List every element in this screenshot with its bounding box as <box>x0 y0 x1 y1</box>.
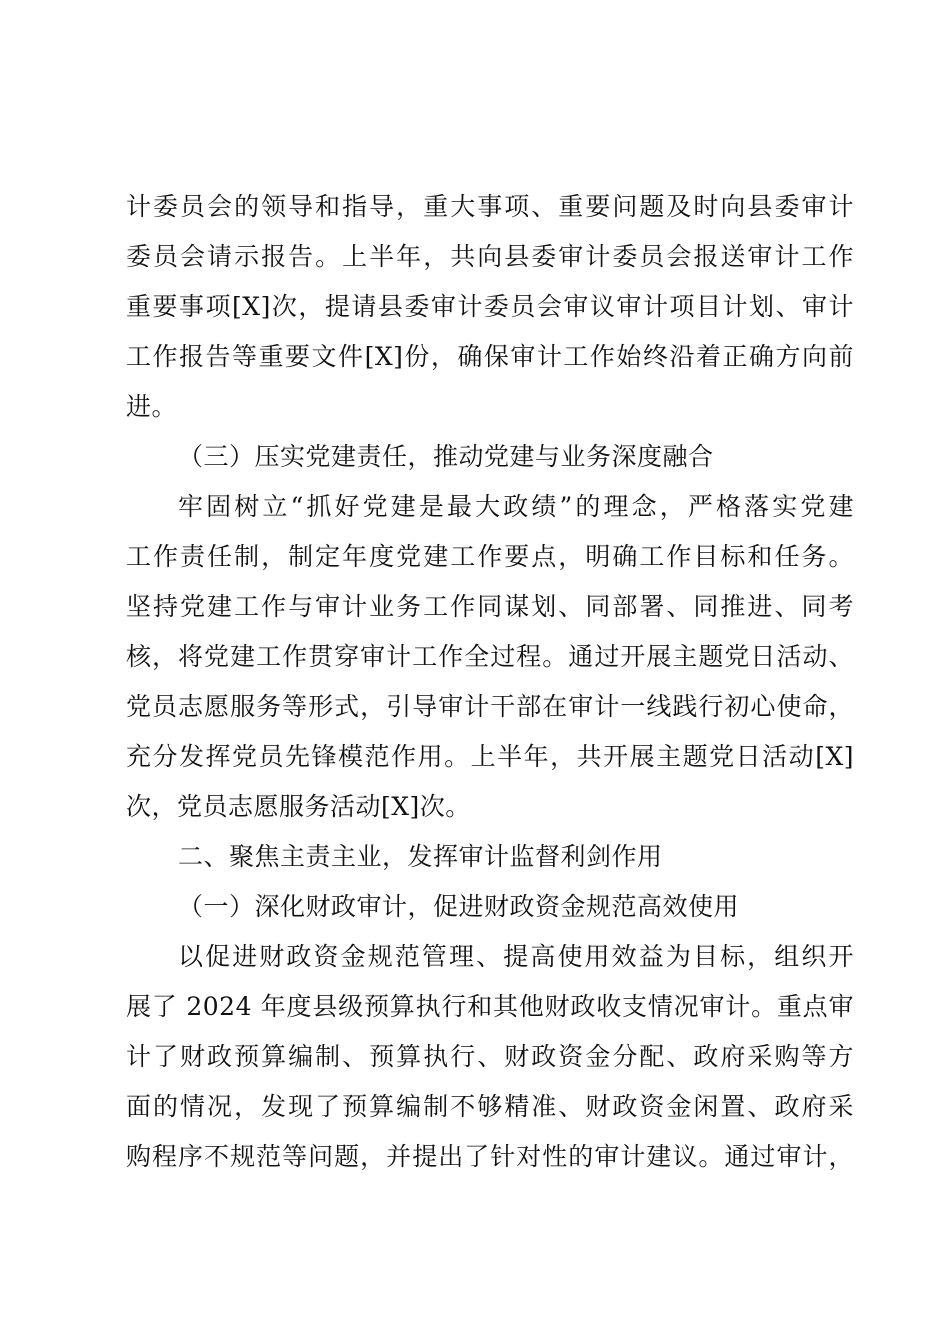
body-line: 计了财政预算编制、预算执行、财政资金分配、政府采购等方 <box>126 1042 854 1071</box>
body-line: 坚持党建工作与审计业务工作同谋划、同部署、同推进、同考 <box>126 592 854 621</box>
body-line: 充分发挥党员先锋模范作用。上半年，共开展主题党日活动[X] <box>126 742 854 771</box>
body-line: 面的情况，发现了预算编制不够精准、财政资金闲置、政府采 <box>126 1092 854 1121</box>
body-line: 工作报告等重要文件[X]份，确保审计工作始终沿着正确方向前 <box>126 342 854 371</box>
paragraph-first-line: 牢固树立“抓好党建是最大政绩”的理念，严格落实党建 <box>178 492 854 521</box>
section-heading: （一）深化财政审计，促进财政资金规范高效使用 <box>178 892 740 921</box>
chapter-heading: 二、聚焦主责主业，发挥审计监督利剑作用 <box>178 842 663 871</box>
paragraph-first-line: 以促进财政资金规范管理、提高使用效益为目标，组织开 <box>178 942 854 971</box>
body-line: 核，将党建工作贯穿审计工作全过程。通过开展主题党日活动、 <box>126 642 854 671</box>
body-line: 购程序不规范等问题，并提出了针对性的审计建议。通过审计， <box>126 1142 854 1171</box>
body-line: 工作责任制，制定年度党建工作要点，明确工作目标和任务。 <box>126 542 854 571</box>
body-line: 党员志愿服务等形式，引导审计干部在审计一线践行初心使命， <box>126 692 854 721</box>
body-line: 委员会请示报告。上半年，共向县委审计委员会报送审计工作 <box>126 242 854 271</box>
document-body <box>126 182 854 1182</box>
section-heading: （三）压实党建责任，推动党建与业务深度融合 <box>178 442 714 471</box>
body-line: 次，党员志愿服务活动[X]次。 <box>126 792 471 821</box>
body-line: 计委员会的领导和指导，重大事项、重要问题及时向县委审计 <box>126 192 854 221</box>
body-line: 进。 <box>126 392 178 421</box>
body-line: 重要事项[X]次，提请县委审计委员会审议审计项目计划、审计 <box>126 292 854 321</box>
body-line: 展了 2024 年度县级预算执行和其他财政收支情况审计。重点审 <box>126 992 854 1021</box>
